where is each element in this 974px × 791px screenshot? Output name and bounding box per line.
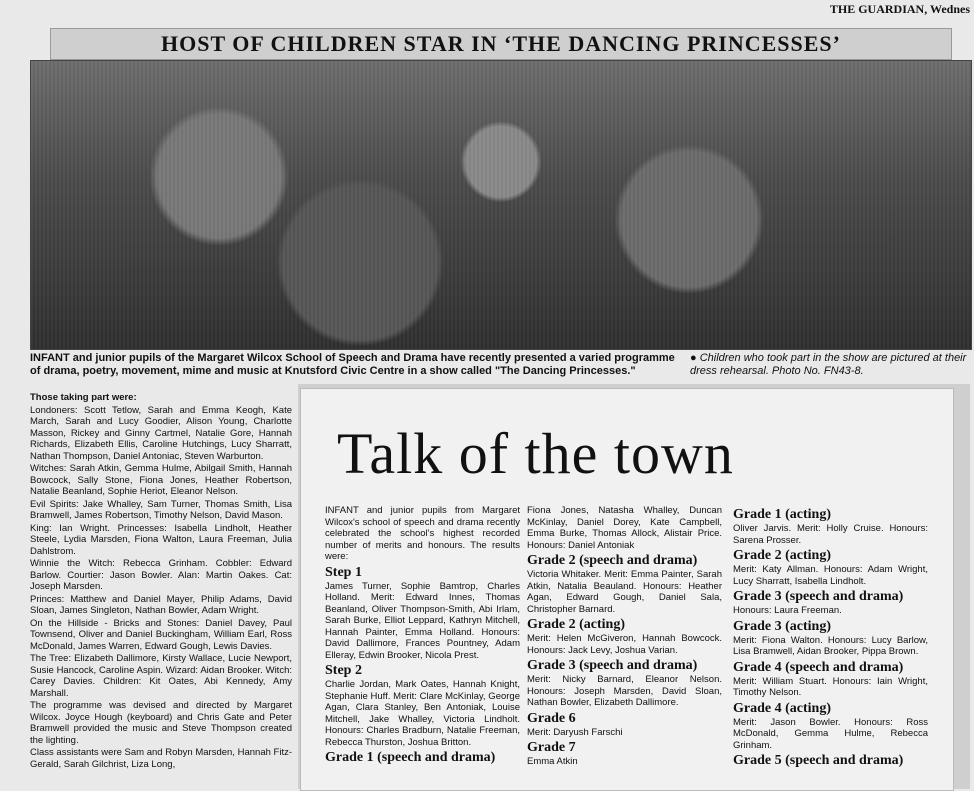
grade-results: Merit: Jason Bowler. Honours: Ross McDonald, Gemma Hulme, Rebecca Grinham.	[733, 716, 928, 751]
grade-heading: Step 2	[325, 663, 362, 678]
grade-results: Merit: Nicky Barnard, Eleanor Nelson. Honours: Joseph Marsden, David Sloan, Nathan Bowler, Elizabeth Dallimore.	[527, 674, 722, 708]
grade-results: Merit: Fiona Walton. Honours: Lucy Barlow, Lisa Bramwell, Aidan Brooker, Pippa Brown.	[733, 634, 928, 657]
group-photo	[30, 60, 972, 350]
newspaper-masthead: THE GUARDIAN, Wednes	[829, 2, 970, 16]
grade-results: Honours: Laura Freeman.	[733, 605, 842, 616]
grade-heading: Grade 3 (acting)	[733, 618, 831, 634]
cast-paragraph: King: Ian Wright. Princesses: Isabella Lindholt, Heather Steele, Lydia Marsden, Fiona Walton, Laura Freeman, Julia Dahlstrom.	[30, 522, 292, 557]
grade-results: Victoria Whitaker. Merit: Emma Painter, Sarah Atkin, Natalia Beauland. Honours: Heather Agan, Edward Gough, Daniel Sala, Christopher Barnard.	[527, 569, 722, 615]
grade-heading: Grade 4 (acting)	[733, 700, 831, 716]
photo-caption-intro: INFANT and junior pupils of the Margaret Wilcox School of Speech and Drama have recently presented a varied programme of drama, poetry, movement, mime and music at Knutsford Civic Centre in a show called "The Dancing Princesses."	[30, 352, 675, 377]
cast-paragraph: Class assistants were Sam and Robyn Marsden, Hannah Fitz-Gerald, Sarah Gilchrist, Liza Long,	[30, 747, 292, 770]
grade-results: James Turner, Sophie Bamtrop, Charles Holland. Merit: Edward Innes, Thomas Beanland, Oliver Thompson-Smith, Abi Irlam, Sarah Burke, Elliot Leppard, Kathryn Mitchell, Hannah Painter, Emma Holland. Honours: David Dallimore, Frances Pountney, Adam Elleray, Edwin Brooker, Nicola Prest.	[325, 580, 520, 661]
cast-paragraph: Londoners: Scott Tetlow, Sarah and Emma Keogh, Kate March, Sarah and Lucy Goodier, Alison Young, Charlotte Masson, Rickey and Ginny Cartmel, Natalie Gore, Hannah Richards, Elizabeth Ellis, Caroline Hutchings, Lucy Sharratt, Nathan Thompson, Daniel Antoniac, Steven Warburton.	[30, 404, 292, 462]
cast-paragraph: Evil Spirits: Jake Whalley, Sam Turner, Thomas Smith, Lisa Bramwell, James Robertson, Timothy Nelson, David Mason.	[30, 498, 292, 521]
grade-heading: Grade 7	[527, 740, 576, 755]
grade-heading: Grade 3 (speech and drama)	[733, 589, 904, 604]
cast-paragraph: On the Hillside - Bricks and Stones: Daniel Davey, Paul Townsend, Oliver and Daniel Buckingham, William Earl, Ross McDonald, James Warren, Edward Gough, Lewis Davies.	[30, 617, 292, 652]
grade-results: Charlie Jordan, Mark Oates, Hannah Knight, Stephanie Huff. Merit: Clare McKinlay, George Agan, Clara Stanley, Ben Antoniak, Louise Mitchell, Jake Whalley, Victoria Lindholt. Honours: Charles Bradburn, Natalie Freeman, Rebecca Thurston, Joshua Britton.	[325, 679, 520, 748]
results-intro: INFANT and junior pupils from Margaret Wilcox's school of speech and drama recently celebrated the school's highest recorded number of merits and honours. The results were:	[325, 505, 520, 562]
article-headline: HOST OF CHILDREN STAR IN ‘THE DANCING PRINCESSES’	[161, 31, 841, 56]
clipping-title: Talk of the town	[337, 421, 734, 486]
cast-paragraph: Winnie the Witch: Rebecca Grinham. Cobbler: Edward Barlow. Courtier: Jason Bowler. Alan: Martin Oakes. Cat: Joseph Marsden.	[30, 558, 292, 592]
grade-heading: Grade 1 (speech and drama)	[325, 750, 496, 765]
grade-heading: Grade 2 (acting)	[527, 617, 625, 632]
headline-bar	[50, 28, 952, 60]
grade-heading: Grade 6	[527, 710, 576, 726]
grade-heading: Step 1	[325, 564, 362, 580]
photo-grain	[31, 61, 971, 349]
cast-paragraph: The programme was devised and directed by Margaret Wilcox. Joyce Hough (keyboard) and Chris Gate and Peter Bramwell provided the music and Steve Thompson created the lighting.	[30, 700, 292, 746]
cast-list-column	[30, 392, 292, 789]
grade-heading: Grade 3 (speech and drama)	[527, 658, 698, 673]
grade-results: Merit: Helen McGiveron, Hannah Bowcock. Honours: Jack Levy, Joshua Varian.	[527, 633, 722, 656]
grade-results: Merit: William Stuart. Honours: Iain Wright, Timothy Nelson.	[733, 675, 928, 698]
results-column-3	[733, 505, 928, 769]
cast-paragraph: Princes: Matthew and Daniel Mayer, Philip Adams, David Sloan, James Singleton, Nathan Bowler, Adam Wright.	[30, 593, 292, 616]
results-column-2	[527, 505, 722, 770]
grade-results: Merit: Daryush Farschi	[527, 726, 623, 738]
cast-paragraph: The Tree: Elizabeth Dallimore, Kirsty Wallace, Lucie Newport, Susie Hancock, Caroline Aspin. Wizard: Aidan Brooker. Witch: Carey Davies. Children: Kit Oates, Abi Kennedy, Amy Marshall.	[30, 653, 292, 699]
grade-results: Oliver Jarvis. Merit: Holly Cruise. Honours: Sarena Prosser.	[733, 523, 928, 546]
results-column-1	[325, 505, 520, 766]
grade-results: Merit: Katy Allman. Honours: Adam Wright, Lucy Sharratt, Isabella Lindholt.	[733, 564, 928, 587]
grade-results: Fiona Jones, Natasha Whalley, Duncan McKinlay, Daniel Dorey, Kate Campbell, Emma Burke, Thomas Allock, Alistair Price. Honours: Daniel Antoniak	[527, 505, 722, 551]
cast-paragraph: Witches: Sarah Atkin, Gemma Hulme, Abilgail Smith, Hannah Bowcock, Sally Stone, Fiona Jones, Heather Robertson, Natalie Beanland, Sophie Heriot, Eleanor Nelson.	[30, 463, 292, 497]
grade-heading: Grade 4 (speech and drama)	[733, 659, 904, 675]
cast-list-heading: Those taking part were:	[30, 392, 137, 403]
grade-heading: Grade 2 (speech and drama)	[527, 553, 698, 568]
grade-heading: Grade 5 (speech and drama)	[733, 753, 904, 768]
photo-caption-credit: ● Children who took part in the show are pictured at their dress rehearsal. Photo No. FN43-8.	[690, 352, 967, 377]
grade-results: Emma Atkin	[527, 756, 578, 767]
grade-heading: Grade 1 (acting)	[733, 507, 831, 522]
grade-heading: Grade 2 (acting)	[733, 548, 831, 563]
